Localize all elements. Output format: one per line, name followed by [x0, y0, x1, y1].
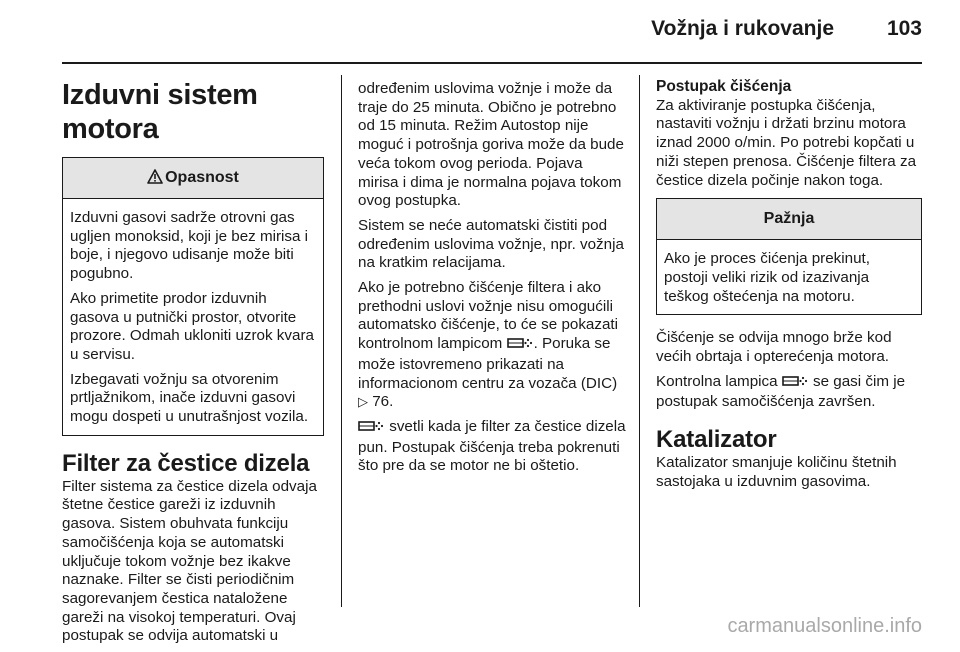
section-title-filter: Filter za čestice dizela — [62, 449, 310, 477]
paragraph-text: se gasi čim je postupak samočišćenja završen. — [656, 372, 906, 411]
danger-box-body — [63, 199, 323, 435]
danger-heading-text: Opasnost — [165, 169, 239, 186]
danger-paragraph: Izbegavati vožnju sa otvorenim prtljažnikom, inače izduvni gasovi mogu dospeti u unutrašnjost vozila. — [70, 370, 309, 426]
body-paragraph — [358, 279, 626, 412]
section-title-exhaust: Izduvni sistem motora — [62, 79, 258, 145]
column-divider — [341, 75, 342, 607]
paragraph-text: Kontrolna lampica — [656, 372, 778, 390]
body-paragraph — [656, 373, 922, 412]
chapter-title: Vožnja i rukovanje — [651, 17, 834, 40]
paragraph-text: svetli kada je filter za čestice dizela pun. Postupak čišćenja treba pokrenuti što pre da se motor ne bi oštetio. — [358, 417, 626, 475]
page-reference: 76. — [372, 393, 394, 411]
body-paragraph: Za aktiviranje postupka čišćenja, nastaviti vožnju i držati brzinu motora iznad 2000 o/min. Po potrebi kopčati u niži stepen prenosa. Čišćenje filtera za čestice dizela počinje nakon toga. — [656, 96, 917, 189]
column-divider — [639, 75, 640, 607]
subsection-title-procedure: Postupak čišćenja — [656, 78, 792, 95]
body-paragraph: Sistem se neće automatski čistiti pod određenim uslovima vožnje, npr. vožnja na kratkim relacijama. — [358, 216, 624, 272]
column-3 — [656, 78, 922, 498]
attention-box-heading: Pažnja — [657, 199, 921, 240]
watermark: carmanualsonline.info — [727, 615, 922, 637]
body-paragraph: Čišćenje se odvija mnogo brže kod većih obrtaja i opterećenja motora. — [656, 329, 892, 366]
diesel-particle-filter-icon — [782, 374, 809, 394]
warning-triangle-icon — [147, 160, 163, 200]
paragraph-text: Ako je potrebno čišćenje filtera i ako prethodni uslovi vožnje nisu omogućili automatsko čišćenje, to će se pokazati kontrolnom lampicom — [358, 279, 619, 353]
danger-box-heading — [63, 158, 323, 199]
diesel-particle-filter-icon — [507, 336, 534, 356]
danger-paragraph: Izduvni gasovi sadrže otrovni gas ugljen monoksid, koji je bez mirisa i boje, i njegovo udisanje može biti pogubno. — [70, 209, 309, 283]
filter-paragraph: Filter sistema za čestice dizela odvaja štetne čestice gareži iz izduvnih gasova. Sistem obuhvata funkciju samočišćenja koja se automatski uključuje tokom vožnje bez ikakve naznake. Filter se čisti periodičnim sagorevanjem čestica nataložene gareži na visokoj temperaturi. Ovaj postupak se odvija automatski u — [62, 477, 317, 645]
diesel-particle-filter-icon — [358, 419, 385, 439]
body-paragraph: određenim uslovima vožnje i može da traje do 25 minuta. Obično je potrebno od 15 minuta. Režim Autostop nije moguć i potrošnja goriva može da bude veća tokom ovog perioda. Pojava mirisa i dima je normalna pojava tokom ovog postupka. — [358, 80, 624, 210]
attention-paragraph: Ako je proces čićenja prekinut, postoji veliki rizik od izazivanja teškog oštećenja na motoru. — [664, 250, 870, 305]
page-reference-arrow-icon: ▷ — [358, 394, 368, 410]
body-paragraph: Katalizator smanjuje količinu štetnih sastojaka u izduvnim gasovima. — [656, 454, 897, 490]
header-divider — [62, 62, 922, 64]
page-header — [0, 0, 960, 60]
attention-box-body — [657, 240, 921, 314]
paragraph-text: . Poruka se može istovremeno prikazati na informacionom centru za vozača (DIC) — [358, 335, 618, 392]
section-title-catalyst: Katalizator — [656, 426, 777, 454]
danger-box — [62, 157, 324, 436]
column-1 — [62, 78, 324, 652]
danger-paragraph: Ako primetite prodor izduvnih gasova u putnički prostor, otvorite prozore. Odmah ukloniti uzrok kvara u servisu. — [70, 289, 314, 363]
page-number: 103 — [886, 17, 922, 40]
body-paragraph — [358, 418, 626, 476]
attention-box — [656, 198, 922, 315]
column-2 — [358, 80, 626, 482]
